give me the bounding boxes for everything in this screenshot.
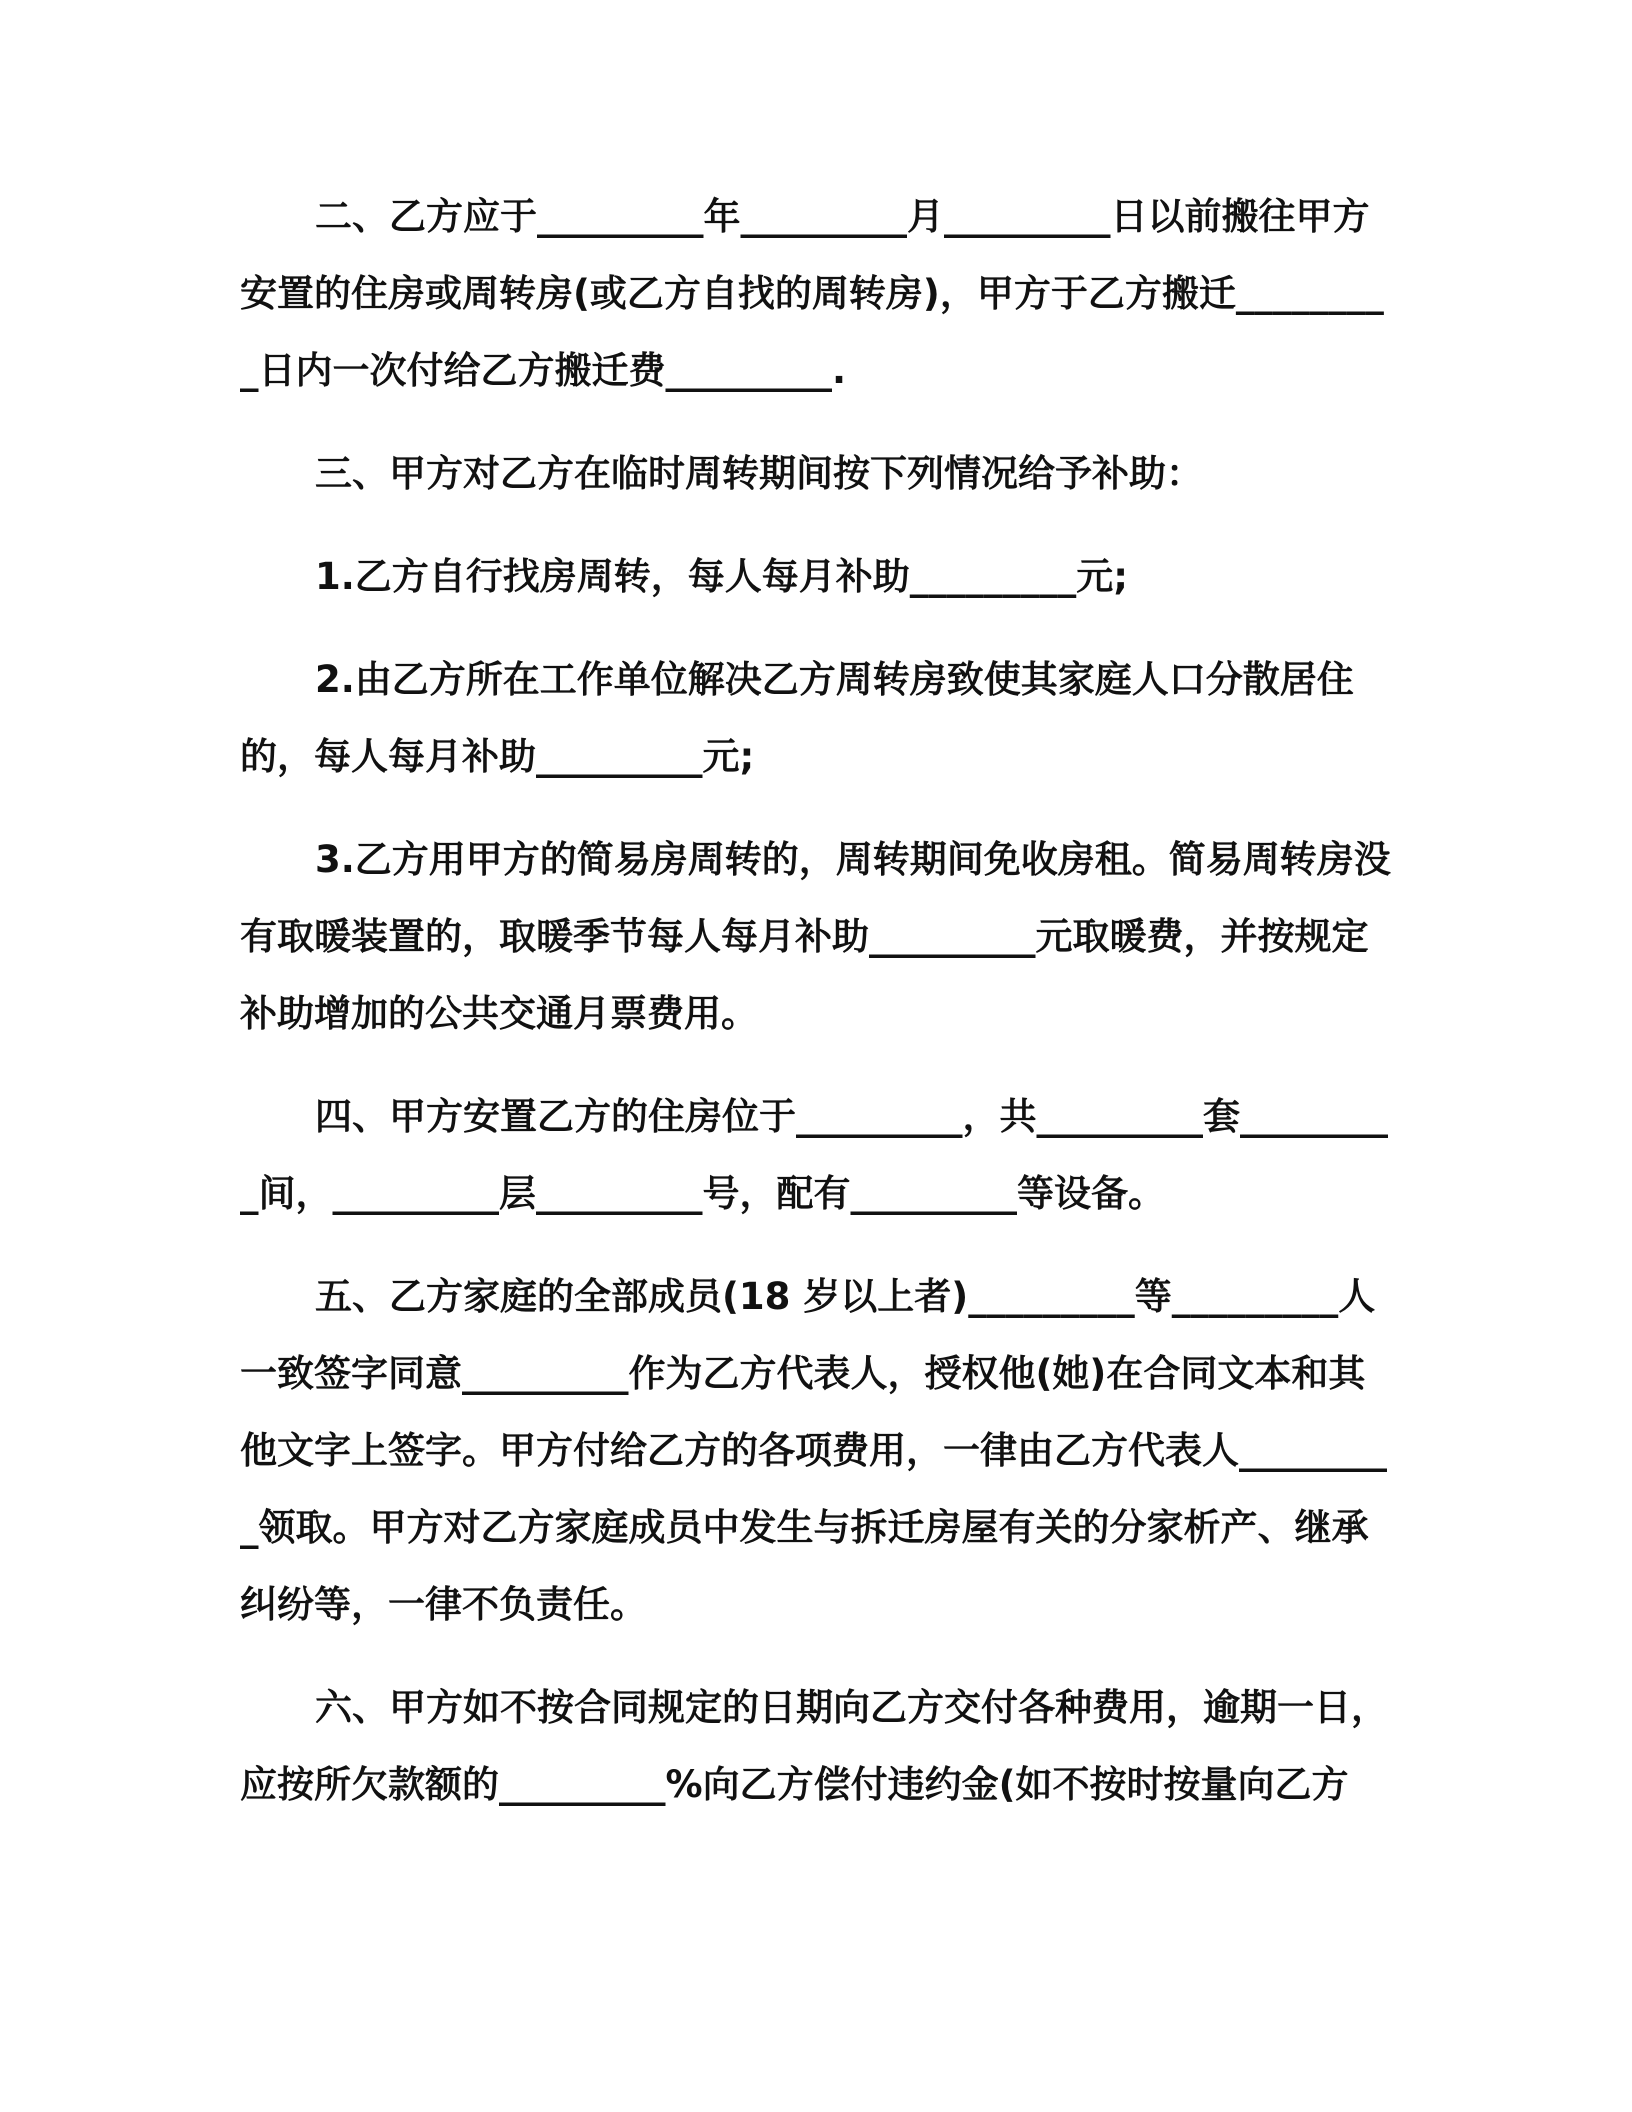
paragraph-clause-3-item-3: 3.乙方用甲方的简易房周转的，周转期间免收房租。简易周转房没有取暖装置的，取暖季节每人每月补助_________元取暖费，并按规定补助增加的公共交通月票费用。 bbox=[240, 838, 1391, 1035]
paragraph-clause-2: 二、乙方应于_________年_________月_________日以前搬往甲方安置的住房或周转房(或乙方自找的周转房)，甲方于乙方搬迁_________日内一次付给乙方搬迁费_________. bbox=[240, 195, 1384, 392]
paragraph-clause-5: 五、乙方家庭的全部成员(18 岁以上者)_________等_________人一致签字同意_________作为乙方代表人，授权他(她)在合同文本和其他文字上签字。甲方付给乙方的各项费用，一律由乙方代表人_________领取。甲方对乙方家庭成员中发生与拆迁房屋有关的分家析产、继承纠纷等，一律不负责任。 bbox=[240, 1275, 1387, 1626]
paragraph-clause-4: 四、甲方安置乙方的住房位于_________，共_________套_________间，_________层_________号，配有_________等设备。 bbox=[240, 1095, 1388, 1215]
paragraph-clause-3: 三、甲方对乙方在临时周转期间按下列情况给予补助： bbox=[315, 452, 1203, 495]
paragraph-clause-3-item-1: 1.乙方自行找房周转，每人每月补助_________元; bbox=[315, 555, 1129, 598]
paragraph-clause-3-item-2: 2.由乙方所在工作单位解决乙方周转房致使其家庭人口分散居住的，每人每月补助_________元; bbox=[240, 658, 1354, 778]
paragraph-clause-6: 六、甲方如不按合同规定的日期向乙方交付各种费用，逾期一日，应按所欠款额的_________%向乙方偿付违约金(如不按时按量向乙方 bbox=[240, 1686, 1388, 1806]
document-body bbox=[240, 178, 1400, 1849]
